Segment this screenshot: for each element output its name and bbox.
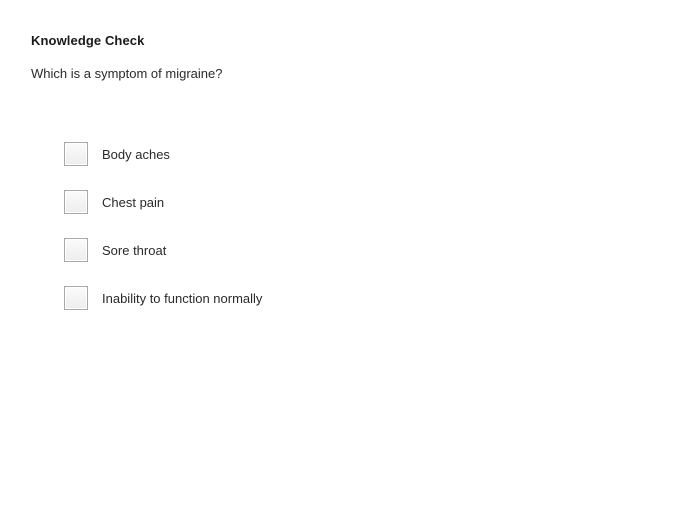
checkbox-chest-pain[interactable] [64, 190, 88, 214]
answer-option-label[interactable]: Chest pain [102, 194, 165, 210]
question-text: Which is a symptom of migraine? [31, 66, 223, 81]
answer-option-body-aches[interactable] [64, 140, 262, 168]
answer-option-label[interactable]: Inability to function normally [102, 290, 263, 306]
checkbox-body-aches[interactable] [64, 142, 88, 166]
answer-options-list [64, 140, 262, 332]
answer-option-chest-pain[interactable] [64, 188, 262, 216]
answer-option-label[interactable]: Body aches [102, 146, 170, 162]
checkbox-sore-throat[interactable] [64, 238, 88, 262]
answer-option-sore-throat[interactable] [64, 236, 262, 264]
answer-option-inability-to-function[interactable] [64, 284, 262, 312]
checkbox-inability-to-function[interactable] [64, 286, 88, 310]
answer-option-label[interactable]: Sore throat [102, 242, 167, 258]
page-title: Knowledge Check [31, 33, 145, 48]
